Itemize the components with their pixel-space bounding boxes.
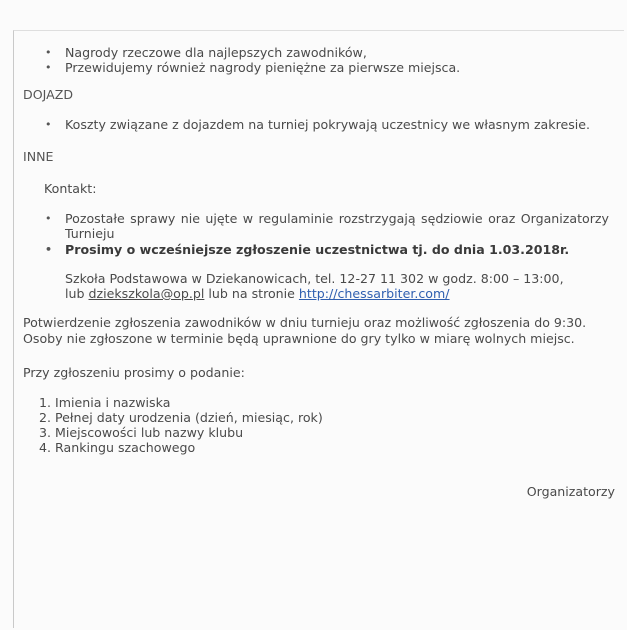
list-item: 2. Pełnej daty urodzenia (dzień, miesiąc, rok) [39,410,323,425]
section-heading-dojazd: DOJAZD [23,87,74,102]
list-item: • Pozostałe sprawy nie ujęte w regulaminie rozstrzygają sędziowie oraz Organizatorzy Turnieju [45,211,609,241]
document-page [23,36,617,499]
registration-list [23,395,617,455]
list-item: 1. Imienia i nazwiska [39,395,171,410]
travel-list [23,117,617,132]
bullet-dot-icon: • [45,212,52,225]
contact-address [23,271,617,301]
registration-intro: Przy zgłoszeniu prosimy o podanie: [23,365,245,380]
bullet-dot-icon: • [45,46,52,59]
section-heading-inne: INNE [23,149,54,164]
website-link[interactable]: http://chessarbiter.com/ [298,286,450,301]
other-list [23,211,617,257]
contact-label: Kontakt: [44,181,97,196]
list-item: • Przewidujemy również nagrody pieniężne za pierwsze miejsca. [45,60,461,75]
email-link[interactable]: dziekszkola@op.pl [88,286,205,301]
prizes-list [23,45,617,75]
address-line: Szkoła Podstawowa w Dziekanowicach, tel. 12-27 11 302 w godz. 8:00 – 13:00, [65,271,564,286]
list-item: • Nagrody rzeczowe dla najlepszych zawodników, [45,45,367,60]
confirmation-paragraph: Potwierdzenie zgłoszenia zawodników w dniu turnieju oraz możliwość zgłoszenia do 9:30. Osoby nie zgłoszone w terminie będą uprawnione do gry tylko w miarę wolnych miejsc. [23,315,587,346]
bullet-dot-icon: • [45,118,52,131]
list-item-deadline: • Prosimy o wcześniejsze zgłoszenie uczestnictwa tj. do dnia 1.03.2018r. [45,242,570,257]
signature: Organizatorzy [526,484,615,499]
list-item: 4. Rankingu szachowego [39,440,196,455]
address-line-2: lub dziekszkola@op.pl lub na stronie http://chessarbiter.com/ [65,286,450,301]
bullet-dot-icon: • [45,243,53,256]
bullet-dot-icon: • [45,61,52,74]
list-item: • Koszty związane z dojazdem na turniej pokrywają uczestnicy we własnym zakresie. [45,117,591,132]
list-item: 3. Miejscowości lub nazwy klubu [39,425,244,440]
